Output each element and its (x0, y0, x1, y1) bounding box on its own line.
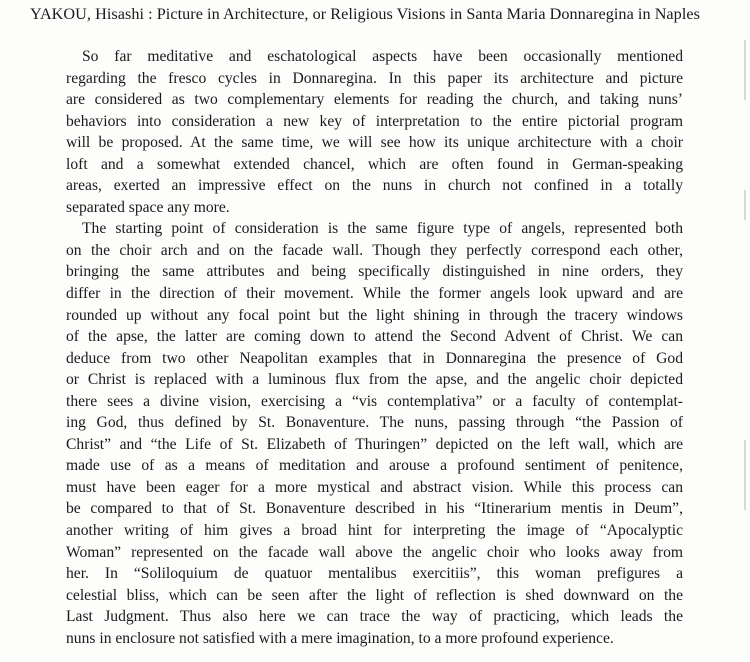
text-line: must have been eager for a more mystical and abstract vision. While this process can (66, 478, 683, 496)
text-line: Last Judgment. Thus also here we can trace the way of practicing, which leads the (66, 608, 683, 626)
text-line: rounded up without any focal point but the light shining in through the tracery windows (66, 306, 683, 324)
text-line: behaviors into consideration a new key of interpretation to the entire pictorial program (66, 112, 683, 130)
text-line: deduce from two other Neapolitan examples that in Donnaregina the presence of God (66, 349, 683, 367)
article-title: YAKOU, Hisashi : Picture in Architecture, or Religious Visions in Santa Maria Donnaregina in Naples (30, 5, 700, 23)
scan-edge-mark (744, 190, 746, 220)
text-line: be compared to that of St. Bonaventure described in his “Itinerarium mentis in Deum”, (66, 500, 683, 518)
text-line: her. In “Soliloquium de quatuor mentalibus exercitiis”, this woman prefigures a (66, 565, 683, 583)
text-line: celestial bliss, which can be seen after the light of reflection is shed downward on the (66, 586, 683, 604)
text-line: made use of as a means of meditation and arouse a profound sentiment of penitence, (66, 457, 683, 475)
text-line: are considered as two complementary elements for reading the church, and taking nuns’ (66, 91, 683, 109)
text-line: nuns in enclosure not satisfied with a mere imagination, to a more profound experience. (66, 629, 614, 647)
text-line: there sees a divine vision, exercising a “vis contemplativa” or a faculty of contemplat- (66, 392, 683, 410)
text-line: The starting point of consideration is the same figure type of angels, represented both (82, 220, 683, 238)
text-line: Christ” and “the Life of St. Elizabeth of Thuringen” depicted on the left wall, which are (66, 435, 683, 453)
text-line: on the choir arch and on the facade wall. Though they perfectly correspond each other, (66, 241, 683, 259)
text-line: differ in the direction of their movement. While the former angels look upward and are (66, 285, 683, 303)
text-line: areas, exerted an impressive effect on the nuns in church not confined in a totally (66, 177, 683, 195)
text-line: ing God, thus defined by St. Bonaventure. The nuns, passing through “the Passion of (66, 414, 683, 432)
scan-edge-mark (744, 40, 746, 100)
text-line: So far meditative and eschatological aspects have been occasionally mentioned (82, 48, 683, 65)
article-body (66, 46, 683, 649)
text-line: bringing the same attributes and being specifically distinguished in nine orders, they (66, 263, 683, 281)
paragraph-1 (66, 46, 683, 218)
text-line: Woman” represented on the facade wall above the angelic choir who looks away from (66, 543, 683, 561)
scan-edge-mark (744, 440, 746, 510)
text-line: another writing of him gives a broad hint for interpreting the image of “Apocalyptic (66, 522, 683, 540)
text-line: separated space any more. (66, 198, 230, 216)
text-line: regarding the fresco cycles in Donnaregina. In this paper its architecture and picture (66, 69, 683, 87)
text-line: of the apse, the latter are coming down to attend the Second Advent of Christ. We can (66, 328, 683, 346)
paragraph-2 (66, 218, 683, 649)
text-line: loft and a somewhat extended chancel, which are often found in German-speaking (66, 155, 683, 173)
text-line: will be proposed. At the same time, we will see how its unique architecture with a choir (66, 134, 683, 152)
text-line: or Christ is replaced with a luminous flux from the apse, and the angelic choir depicted (66, 371, 683, 389)
